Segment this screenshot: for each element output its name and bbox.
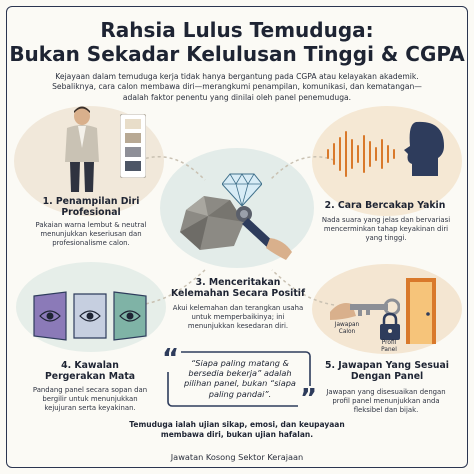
open-quote-icon: “	[162, 344, 180, 374]
quote-box	[160, 344, 318, 414]
lock-icon	[378, 312, 402, 342]
polishing-tool-icon	[236, 204, 294, 260]
section-2-heading: 2. Cara Bercakap Yakin	[324, 200, 446, 211]
section-1-text: Pakaian warna lembut & neutral menunjukkan keseriusan dan profesionalisme calon.	[35, 221, 147, 248]
speaking-head-icon	[404, 120, 448, 178]
color-swatch-icon	[120, 114, 146, 178]
person-icon	[52, 104, 112, 194]
lock-label: Profil Panel	[381, 340, 397, 353]
section-2-text: Nada suara yang jelas dan bervariasi mencerminkan tahap keyakinan diri yang tinggi.	[321, 216, 451, 243]
intro-paragraph: Kejayaan dalam temuduga kerja tidak hanya bergantung pada CGPA atau kelayakan akademik. Sebaliknya, cara calon membawa diri—merangkumi penampilan, komunikasi, dan kematangan—adalah faktor penentu yang dinilai oleh panel penemuduga.	[52, 72, 422, 102]
section-4-text: Pandang panel secara sopan dan bergilir untuk menunjukkan kejujuran serta keyakinan.	[32, 386, 148, 413]
sound-wave-icon	[324, 128, 414, 180]
eye-panels-icon	[30, 290, 150, 342]
close-quote-icon: ”	[300, 384, 318, 414]
section-4-heading: 4. Kawalan Pergerakan Mata	[44, 360, 136, 382]
section-3-heading: 3. Menceritakan Kelemahan Secara Positif	[170, 277, 306, 299]
footer-text: Jawatan Kosong Sektor Kerajaan	[170, 452, 304, 462]
section-1-heading: 1. Penampilan Diri Profesional	[42, 196, 140, 218]
quote-text: “Siapa paling matang & bersedia bekerja” adalah pilihan panel, bukan “siapa paling pandai”.	[184, 358, 296, 399]
key-label: Jawapan Calon	[334, 322, 360, 335]
section-3-text: Akui kelemahan dan terangkan usaha untuk memperbaikinya; ini menunjukkan kesedaran diri.	[172, 304, 304, 331]
title-line-1: Rahsia Lulus Temuduga:	[100, 18, 374, 42]
closing-statement: Temuduga ialah ujian sikap, emosi, dan keupayaan membawa diri, bukan ujian hafalan.	[129, 420, 345, 439]
title-line-2: Bukan Sekadar Kelulusan Tinggi & CGPA	[9, 42, 465, 66]
diamond-icon	[222, 172, 262, 206]
section-5-text: Jawapan yang disesuaikan dengan profil panel menunjukkan anda fleksibel dan bijak.	[326, 388, 446, 415]
door-icon	[404, 276, 438, 346]
section-5-heading: 5. Jawapan Yang Sesuai Dengan Panel	[325, 360, 449, 382]
